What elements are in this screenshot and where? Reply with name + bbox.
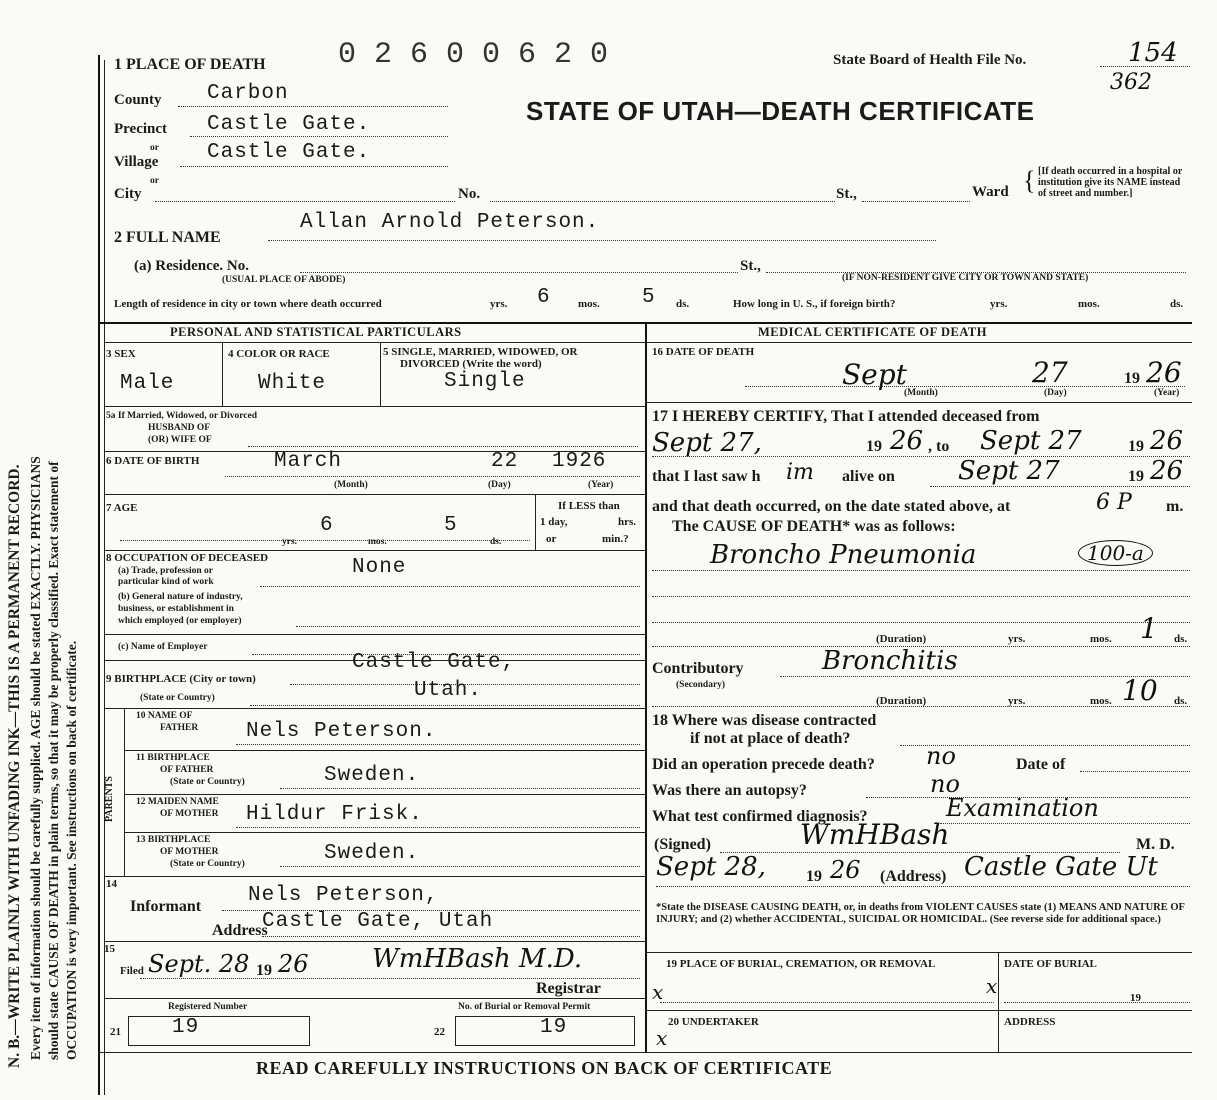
autopsy-value: no (930, 770, 960, 798)
operation-value: no (926, 742, 956, 770)
st-label: St., (836, 186, 857, 202)
hospital-note: [If death occurred in a hospital or institution give its NAME instead of street and number.] (1038, 166, 1183, 199)
county-label: County (114, 92, 162, 108)
bottom-border (100, 1052, 1192, 1053)
sex-label: 3 SEX (106, 348, 136, 360)
registered-number: 19 (172, 1016, 200, 1039)
marital-value: Single (444, 370, 526, 393)
village-label: Village (114, 154, 159, 170)
mother-birthplace: Sweden. (324, 842, 420, 865)
usual-abode-label: (USUAL PLACE OF ABODE) (222, 275, 346, 285)
full-name-value: Allan Arnold Peterson. (300, 211, 600, 234)
city-label: City (114, 186, 142, 202)
registered-number-box (128, 1016, 310, 1046)
employer-label: (c) Name of Employer (118, 642, 208, 652)
marital-label-1: 5 SINGLE, MARRIED, WIDOWED, OR (383, 346, 578, 358)
serial-number: 0 2 6 0 0 6 2 0 (338, 38, 609, 72)
medical-header: MEDICAL CERTIFICATE OF DEATH (758, 325, 987, 339)
certificate-title: STATE OF UTAH—DEATH CERTIFICATE (526, 96, 1035, 126)
father-name: Nels Peterson. (246, 720, 437, 743)
color-label: 4 COLOR OR RACE (228, 348, 330, 360)
last-saw-year: 26 (1150, 456, 1184, 486)
parents-label: PARENTS (104, 776, 115, 822)
dod-day: 27 (1032, 356, 1068, 389)
informant-address: Castle Gate, Utah (262, 910, 494, 933)
father-birthplace: Sweden. (324, 764, 420, 787)
cause-duration: 1 (1140, 612, 1158, 645)
burial-date-mark: x (986, 974, 998, 998)
birthplace-state: Utah. (414, 679, 483, 702)
place-of-death-label: 1 PLACE OF DEATH (114, 56, 266, 73)
birthplace-label: 9 BIRTHPLACE (City or town) (106, 673, 256, 685)
filed-year: 26 (278, 950, 309, 978)
cause-code: 100-a (1078, 540, 1153, 566)
file-no-2: 362 (1110, 70, 1152, 95)
informant-name: Nels Peterson, (248, 884, 439, 907)
physician-address: Castle Gate Ut (964, 852, 1158, 882)
contributory-label: Contributory (652, 660, 744, 677)
occupation-label: 8 OCCUPATION OF DECEASED (106, 552, 269, 564)
age-years: 6 (320, 514, 334, 537)
margin-note-3: should state CAUSE OF DEATH in plain terms, so that it may be properly classified. Exact statement of (46, 461, 61, 1060)
precinct-label: Precinct (114, 121, 168, 137)
certify-text: 17 I HEREBY CERTIFY, That I attended deceased from (652, 408, 1040, 425)
column-divider (645, 322, 647, 1052)
burial-date-label: DATE OF BURIAL (1004, 958, 1097, 970)
file-no: 154 (1128, 38, 1178, 68)
test-value: Examination (946, 794, 1099, 822)
cause-label: The CAUSE OF DEATH* was as follows: (672, 518, 956, 535)
burial-permit-number: 19 (540, 1016, 568, 1039)
length-residence-label: Length of residence in city or town where death occurred (114, 298, 382, 310)
dod-month: Sept (842, 358, 907, 391)
margin-note-2: Every item of information should be carefully supplied. AGE should be stated EXACTLY. PHYSICIANS (28, 456, 43, 1060)
cause-of-death: Broncho Pneumonia (710, 540, 977, 570)
contributory-cause: Bronchitis (822, 646, 958, 676)
left-border (98, 55, 100, 1095)
filed-date: Sept. 28 (148, 950, 250, 978)
dod-label: 16 DATE OF DEATH (652, 346, 755, 358)
dob-day: 22 (491, 450, 519, 473)
margin-note-4: OCCUPATION is very important. See instructions on back of certificate. (64, 640, 79, 1060)
village-value: Castle Gate. (207, 141, 371, 164)
occupation-value: None (352, 556, 407, 579)
undertaker-mark: x (656, 1026, 668, 1050)
no-label: No. (458, 186, 481, 202)
last-saw-label: that I last saw h (652, 468, 761, 485)
autopsy-label: Was there an autopsy? (652, 782, 807, 799)
ward-label: Ward (972, 184, 1009, 200)
foreign-birth-label: How long in U. S., if foreign birth? (733, 298, 896, 310)
color-value: White (258, 372, 327, 395)
burial-place-label: 19 PLACE OF BURIAL, CREMATION, OR REMOVAL (666, 958, 936, 970)
sex-value: Male (120, 372, 175, 395)
precinct-value: Castle Gate. (207, 113, 371, 136)
footer-instructions: READ CAREFULLY INSTRUCTIONS ON BACK OF CERTIFICATE (256, 1058, 833, 1078)
attended-to-year: 26 (1150, 426, 1184, 456)
signed-label: (Signed) (654, 836, 711, 853)
nonresident-note: (IF NON-RESIDENT GIVE CITY OR TOWN AND STATE) (842, 273, 1089, 283)
file-no-label: State Board of Health File No. (833, 52, 1027, 68)
mother-name: Hildur Frisk. (246, 803, 423, 826)
residence-label: (a) Residence. No. (134, 258, 249, 274)
physician-signature: WmHBash (800, 818, 950, 851)
signed-year: 26 (830, 856, 861, 884)
marital-label-2: DIVORCED (Write the word) (400, 358, 542, 370)
contributory-duration: 10 (1122, 674, 1158, 707)
attended-from-year: 26 (890, 426, 924, 456)
last-saw-date: Sept 27 (958, 456, 1060, 486)
contracted-label-1: 18 Where was disease contracted (652, 712, 877, 729)
signed-date: Sept 28, (656, 852, 766, 882)
filed-label: Filed (120, 965, 144, 977)
undertaker-label: 20 UNDERTAKER (668, 1016, 759, 1028)
residence-years: 6 (537, 286, 551, 309)
dob-label: 6 DATE OF BIRTH (106, 455, 200, 467)
burial-place-mark: x (652, 980, 664, 1004)
test-label: What test confirmed diagnosis? (652, 808, 868, 825)
personal-header: PERSONAL AND STATISTICAL PARTICULARS (170, 325, 462, 339)
age-months: 5 (444, 514, 458, 537)
margin-note-1: N. B.—WRITE PLAINLY WITH UNFADING INK—THIS IS A PERMANENT RECORD. (6, 464, 23, 1068)
dob-month: March (274, 450, 343, 473)
age-label: 7 AGE (106, 502, 138, 514)
death-time: 6 P (1096, 490, 1132, 515)
death-occurred-label: and that death occurred, on the date stated above, at (652, 498, 1011, 515)
left-inner-border (104, 60, 105, 1095)
birthplace-city: Castle Gate, (352, 651, 516, 674)
undertaker-address-label: ADDRESS (1004, 1016, 1056, 1028)
dob-year: 1926 (552, 450, 607, 473)
informant-address-label: Address (212, 922, 268, 939)
dod-year: 26 (1146, 356, 1182, 389)
registrar-signature: WmHBash M.D. (372, 944, 583, 974)
attended-to-date: Sept 27 (980, 426, 1082, 456)
operation-label: Did an operation precede death? (652, 756, 875, 773)
contracted-label-2: if not at place of death? (690, 730, 851, 747)
cause-footnote: *State the DISEASE CAUSING DEATH, or, in deaths from VIOLENT CAUSES state (1) MEANS AND NATURE OF INJURY; and (2) whether ACCIDENTAL, SUICIDAL OR HOMICIDAL. (See reverse side for additional space.) (656, 902, 1185, 925)
residence-months: 5 (642, 286, 656, 309)
county-value: Carbon (207, 82, 289, 105)
registrar-label: Registrar (536, 980, 601, 997)
informant-label: Informant (130, 898, 202, 915)
attended-from-date: Sept 27, (652, 428, 762, 458)
full-name-label: 2 FULL NAME (114, 229, 221, 246)
